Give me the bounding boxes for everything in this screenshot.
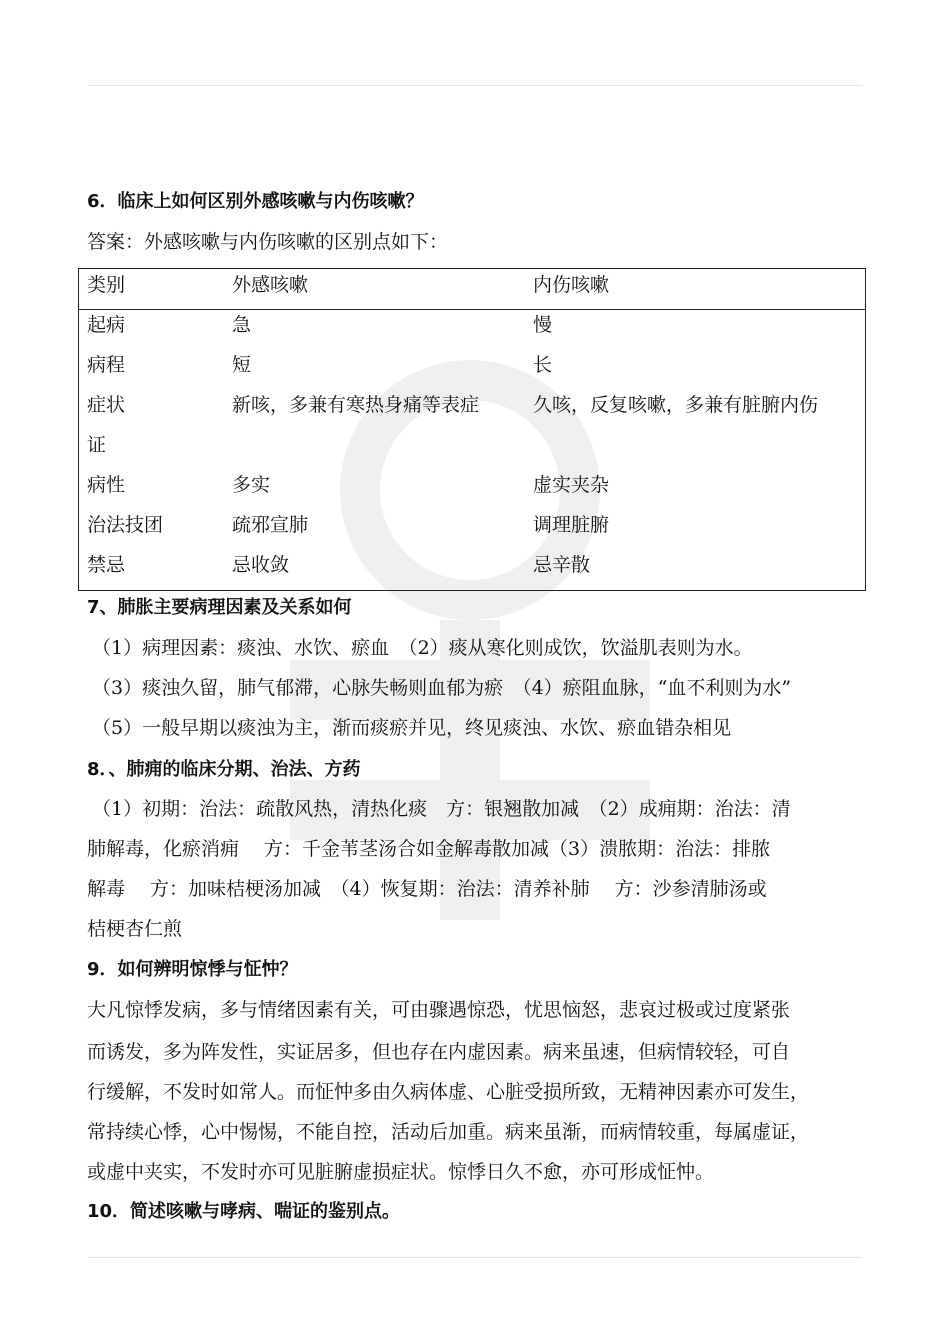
table-cell: 忌收敛 [232,554,290,576]
table-cell: 虚实夹杂 [533,474,610,496]
table-cell: 调理脏腑 [533,514,610,536]
question-9-line: 而诱发，多为阵发性，实证居多，但也存在内虚因素。病来虽速，但病情较轻，可自 [87,1041,791,1063]
question-8-title: 8．、肺痈的临床分期、治法、方药 [87,759,361,780]
table-cell: 慢 [533,314,553,336]
question-7-line: （3）痰浊久留，肺气郁滞，心脉失畅则血郁为瘀 （4）瘀阻血脉，“血不利则为水” [92,677,792,699]
question-8-line: （1）初期：治法：疏散风热，清热化痰 方：银翘散加减 （2）成痈期：治法：清 [92,798,791,820]
question-9-line: 行缓解，不发时如常人。而怔忡多由久病体虚、心脏受损所致，无精神因素亦可发生， [87,1081,810,1103]
question-7-title: 7、肺胀主要病理因素及关系如何 [87,597,352,618]
question-10-title: 10．简述咳嗽与哮病、喘证的鉴别点。 [87,1201,401,1222]
question-8-line: 解毒 方：加味桔梗汤加减 （4）恢复期：治法：清养补肺 方：沙参清肺汤或 [87,878,767,900]
header-rule [88,85,862,86]
table-cell: 急 [232,314,252,336]
table-header-divider [79,309,865,310]
question-6-answer-intro: 答案：外感咳嗽与内伤咳嗽的区别点如下： [87,231,449,253]
table-cell: 病程 [87,354,126,376]
table-cell: 症状 [87,394,126,416]
question-7-line: （5）一般早期以痰浊为主，渐而痰瘀并见，终见痰浊、水饮、瘀血错杂相见 [92,717,732,739]
question-8-line: 肺解毒，化瘀消痈 方：千金苇茎汤合如金解毒散加减（3）溃脓期：治法：排脓 [87,838,771,860]
question-9-line: 或虚中夹实，不发时亦可见脏腑虚损症状。惊悸日久不愈，亦可形成怔忡。 [87,1161,715,1183]
table-header-internal: 内伤咳嗽 [533,274,610,296]
question-9-title: 9．如何辨明惊悸与怔忡？ [87,959,298,980]
question-9-line: 大凡惊悸发病，多与情绪因素有关，可由骤遇惊恐，忧思恼怒，悲哀过极或过度紧张 [87,999,791,1021]
comparison-table [78,268,866,591]
table-cell: 多实 [232,474,271,496]
table-cell: 忌辛散 [533,554,591,576]
table-cell: 久咳，反复咳嗽，多兼有脏腑内伤 [533,394,819,416]
question-9-line: 常持续心悸，心中惕惕，不能自控，活动后加重。病来虽渐，而病情较重，每属虚证， [87,1121,810,1143]
table-cell: 起病 [87,314,126,336]
table-header-external: 外感咳嗽 [232,274,309,296]
question-6-title: 6．临床上如何区别外感咳嗽与内伤咳嗽？ [87,191,424,212]
question-7-line: （1）病理因素：痰浊、水饮、瘀血 （2）痰从寒化则成饮，饮溢肌表则为水。 [92,637,753,659]
table-cell: 禁忌 [87,554,126,576]
table-cell: 新咳，多兼有寒热身痛等表症 [232,394,480,416]
table-cell: 长 [533,354,553,376]
question-8-line: 桔梗杏仁煎 [87,918,183,940]
table-header-category: 类别 [87,274,126,296]
table-cell: 病性 [87,474,126,496]
table-cell: 疏邪宣肺 [232,514,309,536]
table-cell: 治法技团 [87,514,164,536]
table-cell: 短 [232,354,252,376]
footer-rule [88,1257,862,1258]
table-cell: 证 [87,434,107,456]
